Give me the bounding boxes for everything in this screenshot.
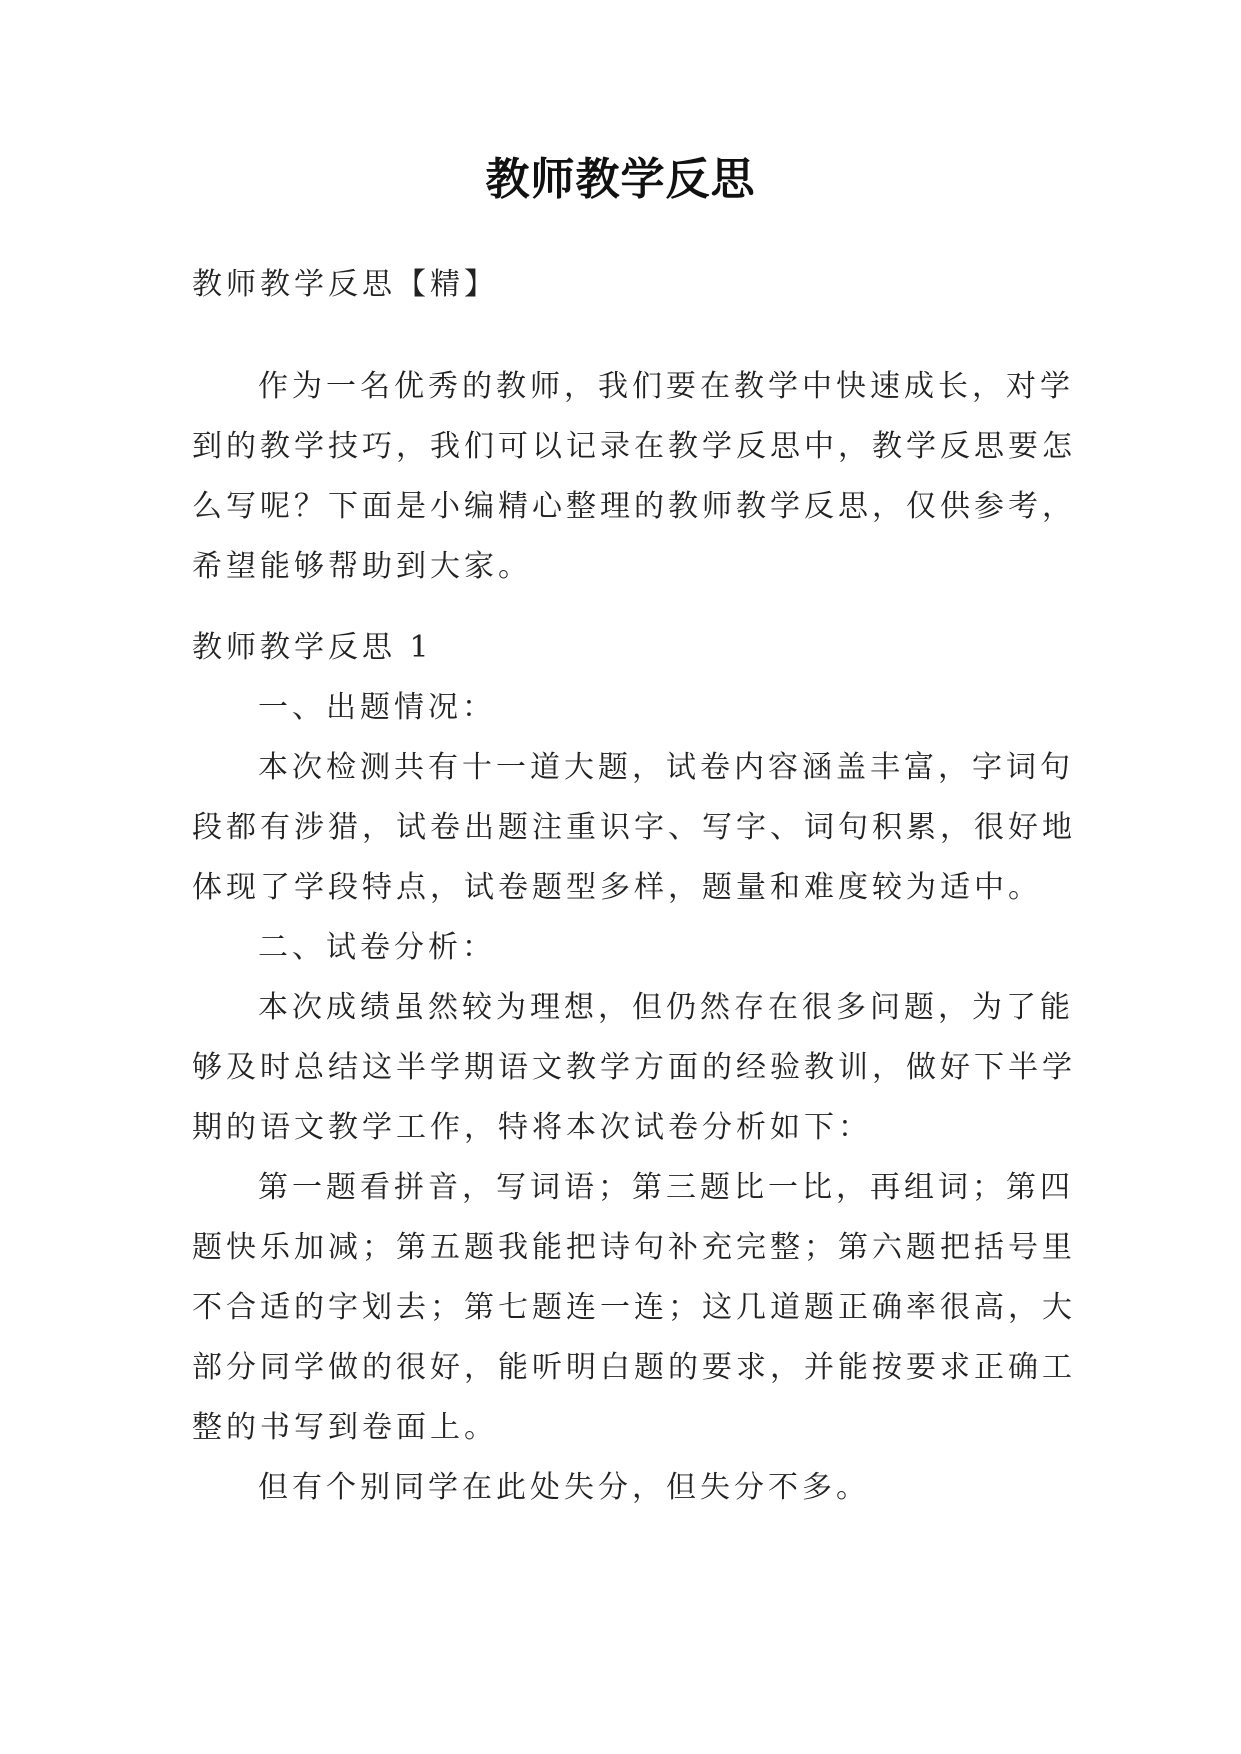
section-heading: 教师教学反思 1 — [192, 630, 433, 665]
paragraph-line: 本次检测共有十一道大题，试卷内容涵盖丰富，字词句 — [258, 750, 1074, 785]
intro-line: 么写呢？下面是小编精心整理的教师教学反思，仅供参考， — [192, 489, 1076, 524]
paragraph-line: 段都有涉猎，试卷出题注重识字、写字、词句积累，很好地 — [192, 810, 1076, 845]
intro-paragraph — [192, 357, 1076, 597]
sub-heading-1: 一、出题情况： — [258, 690, 496, 725]
paragraph-line: 够及时总结这半学期语文教学方面的经验教训，做好下半学 — [192, 1050, 1076, 1085]
paragraph-line: 第一题看拼音，写词语；第三题比一比，再组词；第四 — [258, 1170, 1074, 1205]
document-subtitle — [192, 255, 1052, 315]
paragraph-line: 本次成绩虽然较为理想，但仍然存在很多问题，为了能 — [258, 990, 1074, 1025]
paragraph-line: 整的书写到卷面上。 — [192, 1410, 498, 1445]
section-1 — [192, 618, 1076, 1518]
intro-line: 到的教学技巧，我们可以记录在教学反思中，教学反思要怎 — [192, 429, 1076, 464]
paragraph-line: 但有个别同学在此处失分，但失分不多。 — [258, 1470, 870, 1505]
paragraph-line: 体现了学段特点，试卷题型多样，题量和难度较为适中。 — [192, 870, 1042, 905]
subtitle-line: 教师教学反思【精】 — [192, 267, 498, 302]
document-title: 教师教学反思 — [485, 154, 756, 205]
paragraph-line: 不合适的字划去；第七题连一连；这几道题正确率很高，大 — [192, 1290, 1076, 1325]
paragraph-line: 期的语文教学工作，特将本次试卷分析如下： — [192, 1110, 872, 1145]
paragraph-line: 题快乐加减；第五题我能把诗句补充完整；第六题把括号里 — [192, 1230, 1076, 1265]
sub-heading-2: 二、试卷分析： — [258, 930, 496, 965]
intro-line: 希望能够帮助到大家。 — [192, 549, 532, 584]
paragraph-line: 部分同学做的很好，能听明白题的要求，并能按要求正确工 — [192, 1350, 1076, 1385]
intro-line: 作为一名优秀的教师，我们要在教学中快速成长，对学 — [258, 369, 1074, 404]
